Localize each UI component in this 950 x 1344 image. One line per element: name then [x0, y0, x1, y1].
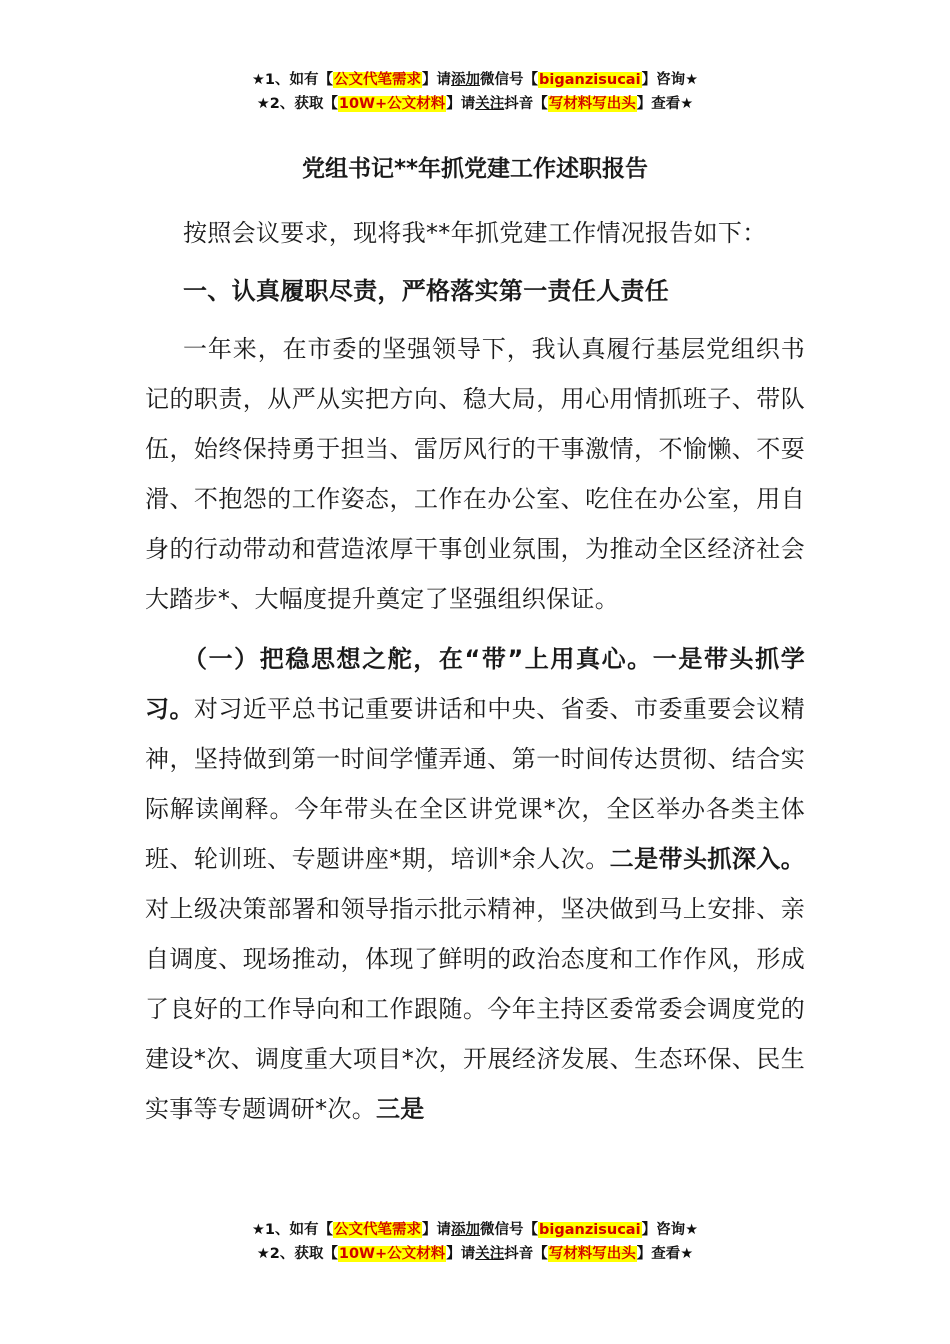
- footer-banner: [0, 1218, 950, 1266]
- highlight-materials: 10W+公文材料: [338, 96, 446, 112]
- body-paragraph-1: 一年来，在市委的坚强领导下，我认真履行基层党组织书记的职责，从严从实把方向、稳大局，用心用情抓班子、带队伍，始终保持勇于担当、雷厉风行的干事激情，不愉懒、不耍滑、不抱怨的工作姿态，工作在办公室、吃住在办公室，用自身的行动带动和营造浓厚干事创业氛围，为推动全区经济社会大踏步*、大幅度提升奠定了坚强组织保证。: [145, 335, 805, 613]
- banner-line-1: ★1、如有【公文代笔需求】请添加微信号【biganzisucai】咨询★: [251, 1222, 699, 1238]
- banner-line-1: ★1、如有【公文代笔需求】请添加微信号【biganzisucai】咨询★: [251, 72, 699, 88]
- banner-line-2: ★2、获取【10W+公文材料】请关注抖音【写材料写出头】查看★: [256, 1246, 694, 1262]
- intro-paragraph: 按照会议要求，现将我**年抓党建工作情况报告如下：: [183, 219, 767, 247]
- point-two-heading: 二是带头抓深入。: [609, 845, 806, 873]
- header-banner: [0, 68, 950, 116]
- subsection-heading: （一）把稳思想之舵，在“带”上用真心。一是带头抓学习。: [145, 645, 805, 723]
- highlight-materials: 10W+公文材料: [338, 1246, 446, 1262]
- document-body: [145, 208, 805, 1134]
- highlight-wechat-id: biganzisucai: [539, 1222, 641, 1238]
- highlight-douyin: 写材料写出头: [548, 1246, 636, 1262]
- section-heading-1: 一、认真履职尽责，严格落实第一责任人责任: [183, 277, 669, 305]
- highlight-service: 公文代笔需求: [334, 72, 422, 88]
- point-three-heading: 三是: [376, 1095, 425, 1123]
- highlight-douyin: 写材料写出头: [548, 96, 636, 112]
- highlight-wechat-id: biganzisucai: [539, 72, 641, 88]
- document-title: 党组书记**年抓党建工作述职报告: [301, 156, 649, 182]
- highlight-service: 公文代笔需求: [334, 1222, 422, 1238]
- banner-line-2: ★2、获取【10W+公文材料】请关注抖音【写材料写出头】查看★: [256, 96, 694, 112]
- body-paragraph-2: （一）把稳思想之舵，在“带”上用真心。一是带头抓学习。对习近平总书记重要讲话和中央、省委、市委重要会议精神，坚持做到第一时间学懂弄通、第一时间传达贯彻、结合实际解读阐释。今年带头在全区讲党课*次，全区举办各类主体班、轮训班、专题讲座*期，培训*余人次。二是带头抓深入。对上级决策部署和领导指示批示精神，坚决做到马上安排、亲自调度、现场推动，体现了鲜明的政治态度和工作作风，形成了良好的工作导向和工作跟随。今年主持区委常委会调度党的建设*次、调度重大项目*次，开展经济发展、生态环保、民生实事等专题调研*次。三是: [145, 645, 806, 1123]
